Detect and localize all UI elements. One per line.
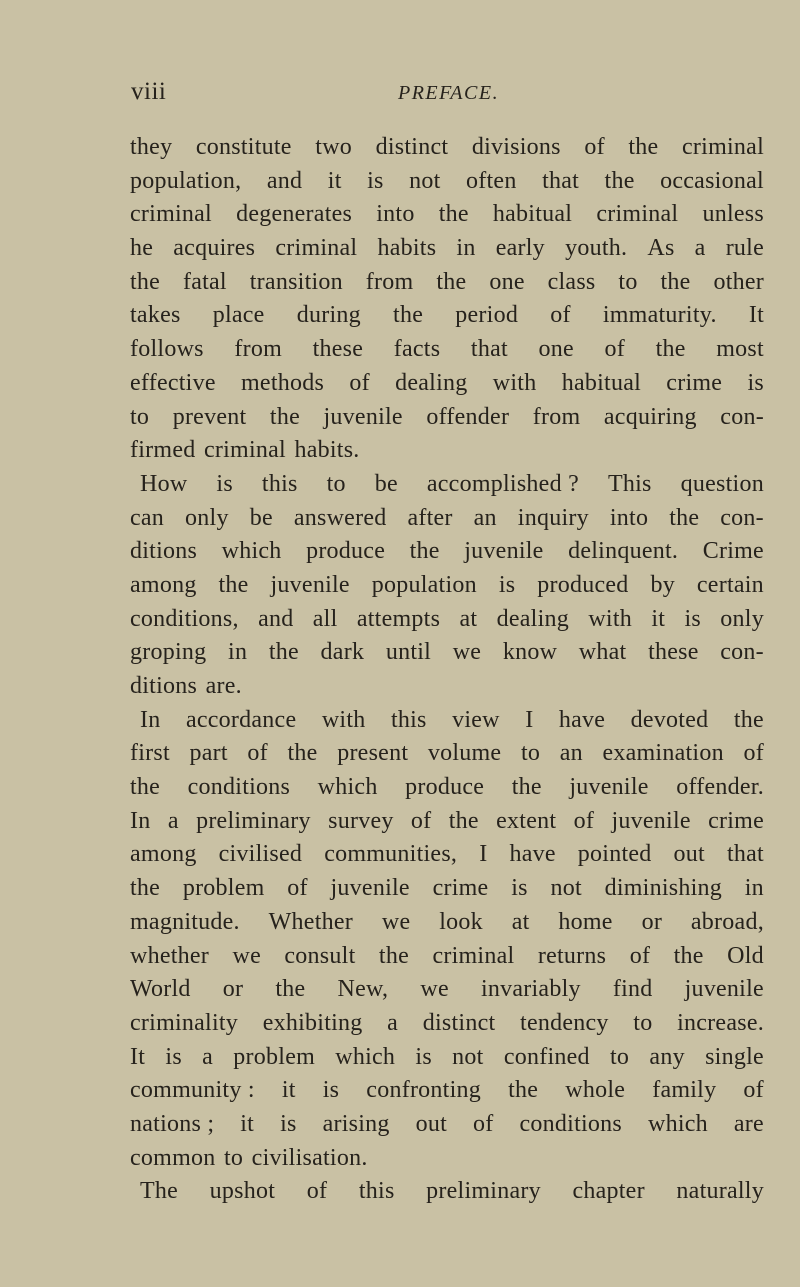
word: communities, — [324, 841, 458, 868]
word: confined — [503, 1043, 590, 1070]
word: the — [655, 336, 686, 363]
word: community : — [130, 1077, 255, 1104]
word: confronting — [366, 1077, 482, 1104]
word: criminal — [682, 134, 764, 160]
word: to — [326, 470, 346, 497]
word: dark — [320, 639, 365, 666]
word: a — [167, 807, 179, 834]
word: we — [232, 942, 261, 969]
word: to — [633, 1009, 653, 1036]
word: degenerates — [236, 201, 353, 228]
word: groping — [130, 639, 207, 666]
word: accordance — [185, 706, 297, 733]
word: with — [588, 605, 632, 632]
word: are. — [205, 673, 242, 699]
word: Old — [727, 942, 764, 969]
text-line — [130, 670, 764, 704]
word: habits. — [294, 437, 360, 464]
word: single — [705, 1043, 764, 1070]
text-line — [130, 906, 764, 940]
word: whole — [565, 1077, 626, 1104]
word: home — [558, 908, 613, 935]
word: of — [287, 875, 308, 902]
word: In — [130, 807, 151, 834]
word: out — [415, 1110, 448, 1137]
text-line — [130, 401, 764, 435]
word: it — [651, 605, 666, 632]
word: This — [607, 470, 652, 497]
word: acquires — [173, 235, 256, 262]
word: of — [629, 942, 651, 969]
word: of — [349, 369, 370, 396]
word: in — [456, 235, 476, 262]
word: occasional — [660, 167, 764, 194]
word: the — [287, 740, 318, 767]
text-line — [130, 535, 764, 569]
page-number: viii — [131, 78, 167, 105]
word: produced — [537, 571, 629, 598]
word: have — [509, 841, 556, 868]
word: know — [502, 639, 558, 666]
word: it — [240, 1110, 255, 1137]
word: con- — [720, 403, 764, 430]
word: we — [420, 976, 449, 1003]
text-line — [130, 636, 764, 670]
word: divisions — [471, 134, 561, 160]
word: to — [520, 740, 541, 767]
word: in — [228, 639, 248, 666]
word: that — [726, 841, 764, 868]
word: all — [312, 605, 338, 632]
word: extent — [496, 807, 557, 834]
word: the — [660, 268, 691, 295]
word: into — [609, 504, 649, 531]
word: to — [224, 1144, 244, 1171]
word: criminal — [275, 235, 358, 262]
word: with — [492, 369, 537, 396]
word: habits — [377, 235, 437, 262]
word: is — [322, 1077, 340, 1104]
word: Crime — [702, 538, 764, 565]
word: with — [321, 706, 366, 733]
word: naturally — [676, 1178, 764, 1205]
word: distinct — [422, 1009, 496, 1036]
word: acquiring — [603, 403, 697, 430]
word: or — [222, 976, 244, 1003]
word: dealing — [395, 369, 468, 396]
word: conditions — [187, 774, 291, 801]
word: is — [498, 571, 516, 598]
word: whether — [130, 942, 210, 969]
word: most — [716, 336, 764, 363]
word: at — [511, 908, 530, 935]
word: he — [130, 235, 154, 262]
text-line — [130, 737, 764, 771]
word: inquiry — [517, 504, 589, 531]
word: ditions — [130, 673, 198, 699]
word: the — [511, 774, 542, 801]
word: question — [680, 470, 764, 497]
word: juvenile — [330, 875, 410, 902]
word: problem — [233, 1043, 316, 1070]
word: of — [306, 1178, 328, 1205]
word: to — [130, 403, 150, 430]
text-line — [130, 1007, 764, 1041]
word: con- — [720, 504, 764, 531]
word: during — [296, 302, 361, 329]
word: the — [130, 875, 161, 902]
word: population — [371, 571, 477, 598]
word: of — [584, 134, 605, 160]
text-line — [130, 1108, 764, 1142]
word: or — [641, 908, 663, 935]
text-line — [130, 333, 764, 367]
word: until — [385, 639, 432, 666]
word: crime — [432, 875, 489, 902]
word: the — [438, 201, 469, 228]
word: this — [390, 706, 427, 733]
word: of — [410, 807, 432, 834]
word: fatal — [182, 268, 227, 295]
word: conditions, — [130, 605, 239, 632]
word: transition — [249, 268, 343, 295]
word: the — [268, 639, 299, 666]
word: the — [393, 302, 424, 329]
word: the — [275, 976, 306, 1003]
word: present — [337, 740, 409, 767]
word: examination — [602, 740, 724, 767]
word: the — [130, 268, 161, 295]
word: returns — [537, 942, 607, 969]
word: out — [673, 841, 705, 868]
word: are — [733, 1110, 764, 1137]
word: criminal — [596, 201, 679, 228]
word: attempts — [356, 605, 441, 632]
word: juvenile — [569, 774, 649, 801]
word: the — [218, 571, 249, 598]
word: which — [221, 538, 282, 565]
word: any — [649, 1043, 685, 1070]
word: crime — [666, 369, 723, 396]
word: which — [317, 774, 378, 801]
word: that — [542, 167, 580, 194]
word: that — [470, 336, 508, 363]
word: the — [436, 268, 467, 295]
word: what — [578, 639, 627, 666]
word: offender. — [676, 774, 764, 801]
word: juvenile — [323, 403, 403, 430]
word: habitual — [561, 369, 642, 396]
word: juvenile — [611, 807, 691, 834]
word: preliminary — [426, 1178, 541, 1205]
text-line — [130, 266, 764, 300]
word: juvenile — [464, 538, 544, 565]
word: consult — [284, 942, 356, 969]
word: of — [247, 740, 268, 767]
word: criminality — [130, 1009, 239, 1036]
word: is — [511, 875, 528, 902]
word: pointed — [577, 841, 652, 868]
word: accomplished ? — [426, 470, 579, 497]
word: ditions — [130, 538, 198, 565]
word: In — [140, 706, 161, 733]
text-line — [130, 165, 764, 199]
word: diminishing — [604, 875, 723, 902]
word: problem — [182, 875, 265, 902]
text-line — [130, 198, 764, 232]
word: the — [673, 942, 704, 969]
word: World — [130, 976, 191, 1003]
text-line — [130, 1074, 764, 1108]
word: distinct — [375, 134, 449, 160]
text-line — [130, 367, 764, 401]
word: As — [647, 235, 675, 262]
word: early — [495, 235, 545, 262]
word: be — [249, 504, 273, 531]
text-line — [130, 704, 764, 738]
word: immaturity. — [602, 302, 717, 329]
word: place — [212, 302, 265, 329]
word: the — [628, 134, 659, 160]
word: invariably — [480, 976, 581, 1003]
text-line — [130, 434, 764, 468]
word: in — [744, 875, 764, 902]
word: con- — [720, 639, 764, 666]
word: civilised — [218, 841, 303, 868]
word: only — [720, 605, 764, 632]
word: an — [559, 740, 583, 767]
word: is — [165, 1043, 182, 1070]
word: volume — [427, 740, 502, 767]
word: magnitude. — [130, 908, 240, 935]
word: criminal — [203, 437, 286, 464]
word: and — [266, 167, 303, 194]
word: upshot — [209, 1178, 276, 1205]
word: certain — [696, 571, 764, 598]
word: and — [258, 605, 294, 632]
word: the — [604, 167, 635, 194]
word: one — [489, 268, 525, 295]
word: juvenile — [270, 571, 350, 598]
word: arising — [322, 1110, 390, 1137]
word: is — [216, 470, 233, 497]
text-line — [130, 1175, 764, 1209]
text-line — [130, 1041, 764, 1075]
word: from — [532, 403, 581, 430]
word: to — [610, 1043, 630, 1070]
word: from — [234, 336, 282, 363]
word: criminal — [432, 942, 515, 969]
word: the — [130, 774, 161, 801]
text-line — [130, 940, 764, 974]
text-line — [130, 299, 764, 333]
word: this — [261, 470, 298, 497]
word: it — [327, 167, 342, 194]
word: produce — [405, 774, 485, 801]
word: the — [733, 706, 764, 733]
word: firmed — [130, 437, 196, 464]
word: preliminary — [196, 807, 311, 834]
word: It — [748, 302, 764, 329]
word: after — [407, 504, 453, 531]
text-line — [130, 232, 764, 266]
word: is — [280, 1110, 297, 1137]
word: offender — [426, 403, 510, 430]
word: conditions — [519, 1110, 623, 1137]
word: the — [269, 403, 300, 430]
word: New, — [337, 976, 389, 1003]
word: answered — [293, 504, 387, 531]
word: among — [130, 571, 197, 598]
word: they — [130, 134, 173, 160]
word: dealing — [496, 605, 570, 632]
word: is — [747, 369, 764, 396]
word: Whether — [268, 908, 354, 935]
text-line — [130, 131, 764, 165]
word: civilisation. — [251, 1144, 368, 1171]
word: the — [409, 538, 440, 565]
word: the — [448, 807, 479, 834]
text-line — [130, 502, 764, 536]
word: It — [130, 1043, 146, 1070]
word: by — [650, 571, 675, 598]
page-header — [0, 78, 800, 112]
word: these — [312, 336, 364, 363]
text-line — [130, 805, 764, 839]
word: prevent — [172, 403, 247, 430]
text-line — [130, 771, 764, 805]
word: devoted — [630, 706, 709, 733]
text-line — [130, 838, 764, 872]
word: a — [694, 235, 706, 262]
word: crime — [708, 807, 764, 834]
word: rule — [725, 235, 764, 262]
word: I — [479, 841, 488, 868]
word: of — [473, 1110, 494, 1137]
word: of — [550, 302, 571, 329]
word: an — [473, 504, 497, 531]
word: is — [367, 167, 384, 194]
word: is — [415, 1043, 432, 1070]
word: first — [130, 740, 170, 767]
text-line — [130, 468, 764, 502]
word: which — [648, 1110, 708, 1137]
word: habitual — [492, 201, 573, 228]
word: class — [547, 268, 596, 295]
word: this — [358, 1178, 395, 1205]
word: part — [189, 740, 228, 767]
word: increase. — [677, 1009, 764, 1036]
running-head: PREFACE. — [398, 82, 500, 104]
text-line — [130, 569, 764, 603]
word: the — [669, 504, 700, 531]
word: tendency — [520, 1009, 609, 1036]
word: to — [618, 268, 638, 295]
word: the — [508, 1077, 539, 1104]
word: from — [365, 268, 414, 295]
word: takes — [130, 302, 181, 329]
word: common — [130, 1144, 216, 1171]
word: the — [378, 942, 409, 969]
word: survey — [328, 807, 394, 834]
word: I — [525, 706, 534, 733]
word: family — [652, 1077, 717, 1104]
text-line — [130, 603, 764, 637]
word: not — [409, 167, 441, 194]
word: chapter — [572, 1178, 645, 1205]
word: of — [573, 807, 595, 834]
word: How — [140, 470, 188, 497]
word: only — [185, 504, 229, 531]
word: delinquent. — [568, 538, 679, 565]
word: of — [604, 336, 625, 363]
word: which — [335, 1043, 396, 1070]
word: view — [452, 706, 500, 733]
word: youth. — [565, 235, 628, 262]
word: methods — [241, 369, 325, 396]
word: look — [439, 908, 483, 935]
word: a — [202, 1043, 214, 1070]
word: facts — [393, 336, 441, 363]
word: The — [140, 1178, 179, 1205]
word: find — [612, 976, 653, 1003]
text-line — [130, 1142, 764, 1176]
word: these — [648, 639, 699, 666]
word: among — [130, 841, 197, 868]
text-line — [130, 973, 764, 1007]
word: exhibiting — [262, 1009, 363, 1036]
word: period — [455, 302, 519, 329]
word: criminal — [130, 201, 212, 228]
word: produce — [306, 538, 386, 565]
word: be — [374, 470, 398, 497]
word: often — [466, 167, 517, 194]
body-text — [130, 131, 764, 1209]
text-line — [130, 872, 764, 906]
word: at — [459, 605, 478, 632]
word: unless — [702, 201, 764, 228]
word: effective — [130, 369, 216, 396]
word: abroad, — [690, 908, 764, 935]
word: follows — [130, 336, 204, 363]
word: nations ; — [130, 1110, 215, 1137]
word: is — [684, 605, 701, 632]
word: a — [387, 1009, 399, 1036]
word: we — [381, 908, 411, 935]
word: constitute — [195, 134, 292, 160]
word: other — [713, 268, 764, 295]
word: not — [452, 1043, 484, 1070]
word: one — [538, 336, 574, 363]
word: into — [376, 201, 415, 228]
word: can — [130, 504, 165, 531]
word: it — [281, 1077, 296, 1104]
word: two — [315, 134, 353, 160]
word: have — [558, 706, 606, 733]
word: not — [550, 875, 582, 902]
word: population, — [130, 167, 242, 194]
word: of — [743, 1077, 764, 1104]
word: we — [452, 639, 482, 666]
word: juvenile — [684, 976, 764, 1003]
word: of — [743, 740, 764, 767]
